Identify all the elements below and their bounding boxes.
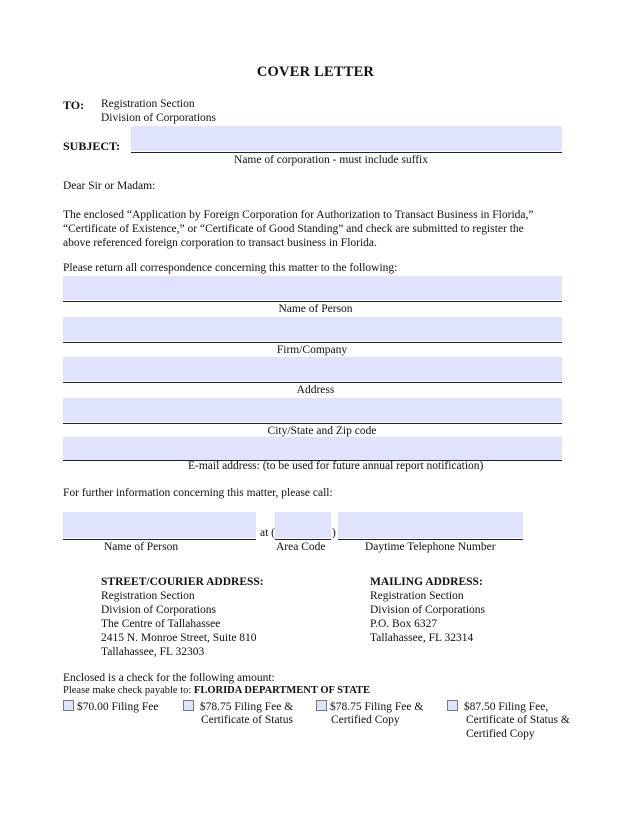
firm-input[interactable] <box>63 317 562 341</box>
contact-name-input[interactable] <box>63 512 256 538</box>
street-address-heading: STREET/COURIER ADDRESS: <box>101 576 264 588</box>
area-code-caption: Area Code <box>276 541 326 553</box>
page-title: COVER LETTER <box>256 64 375 80</box>
contact-name-caption: Name of Person <box>104 541 179 553</box>
check-payable-to: FLORIDA DEPARTMENT OF STATE <box>193 685 371 696</box>
fee-option-8750-line-3: Certified Copy <box>466 728 535 740</box>
return-name-caption: Name of Person <box>278 303 353 315</box>
fee-option-7875-status-line-2: Certificate of Status <box>201 714 293 726</box>
email-caption: E-mail address: (to be used for future annual report notification) <box>188 460 484 472</box>
checkbox[interactable] <box>63 700 74 711</box>
mailing-line-1: Registration Section <box>370 590 464 602</box>
subject-label: SUBJECT: <box>63 139 121 153</box>
firm-caption: Firm/Company <box>276 344 348 356</box>
fee-option-label: $78.75 Filing Fee & <box>199 701 294 713</box>
return-name-input[interactable] <box>63 276 562 300</box>
fee-option-label: $70.00 Filing Fee <box>77 701 159 713</box>
body-line-1: The enclosed “Application by Foreign Corporation for Authorization to Transact Business in Florida,” <box>63 209 534 221</box>
phone-caption: Daytime Telephone Number <box>365 541 496 553</box>
contact-intro: For further information concerning this matter, please call: <box>63 487 333 499</box>
subject-caption: Name of corporation - must include suffix <box>234 154 428 166</box>
fee-option-7875-copy-line-2: Certified Copy <box>331 714 400 726</box>
street-line-3: The Centre of Tallahassee <box>101 618 221 630</box>
area-code-underline <box>275 539 331 540</box>
checkbox[interactable] <box>183 700 194 711</box>
close-paren: ) <box>332 527 336 539</box>
fee-option-70[interactable] <box>63 700 158 713</box>
body-line-2: “Certificate of Existence,” or “Certificate of Good Standing” and check are submitted to register the <box>63 223 524 235</box>
to-line-1: Registration Section <box>101 98 195 110</box>
mailing-line-4: Tallahassee, FL 32314 <box>370 632 474 644</box>
mailing-line-2: Division of Corporations <box>370 604 485 616</box>
fee-option-7875-status[interactable] <box>183 700 293 713</box>
street-line-4: 2415 N. Monroe Street, Suite 810 <box>101 632 257 644</box>
salutation: Dear Sir or Madam: <box>63 180 156 192</box>
at-label: at ( <box>260 527 276 539</box>
firm-underline <box>63 342 562 343</box>
checkbox[interactable] <box>316 700 327 711</box>
contact-name-underline <box>63 539 256 540</box>
to-line-2: Division of Corporations <box>101 112 216 124</box>
check-intro: Enclosed is a check for the following amount: <box>63 672 275 684</box>
mailing-address-heading: MAILING ADDRESS: <box>370 576 483 588</box>
city-state-zip-caption: City/State and Zip code <box>267 425 377 437</box>
email-input[interactable] <box>63 437 562 460</box>
fee-option-label: $87.50 Filing Fee, <box>463 701 549 713</box>
phone-underline <box>338 539 523 540</box>
subject-underline <box>131 152 562 153</box>
city-state-zip-input[interactable] <box>63 398 562 422</box>
street-line-2: Division of Corporations <box>101 604 216 616</box>
body-line-3: above referenced foreign corporation to transact business in Florida. <box>63 237 377 249</box>
fee-option-8750-line-2: Certificate of Status & <box>466 714 570 726</box>
address-underline <box>63 382 562 383</box>
return-intro: Please return all correspondence concerning this matter to the following: <box>63 262 398 274</box>
street-line-5: Tallahassee, FL 32303 <box>101 646 205 658</box>
subject-input[interactable] <box>131 126 562 151</box>
fee-option-label: $78.75 Filing Fee & <box>330 701 424 713</box>
mailing-line-3: P.O. Box 6327 <box>370 618 438 630</box>
phone-input[interactable] <box>338 512 523 538</box>
area-code-input[interactable] <box>275 512 331 538</box>
address-caption: Address <box>296 384 335 396</box>
check-payable-prefix: Please make check payable to: <box>63 685 194 696</box>
check-payable <box>63 685 370 696</box>
checkbox[interactable] <box>447 700 458 711</box>
return-name-underline <box>63 301 562 302</box>
fee-option-8750[interactable] <box>447 700 548 713</box>
to-label: TO: <box>63 98 85 112</box>
city-state-zip-underline <box>63 423 562 424</box>
street-line-1: Registration Section <box>101 590 195 602</box>
fee-option-7875-copy[interactable] <box>316 700 423 713</box>
address-input[interactable] <box>63 357 562 381</box>
